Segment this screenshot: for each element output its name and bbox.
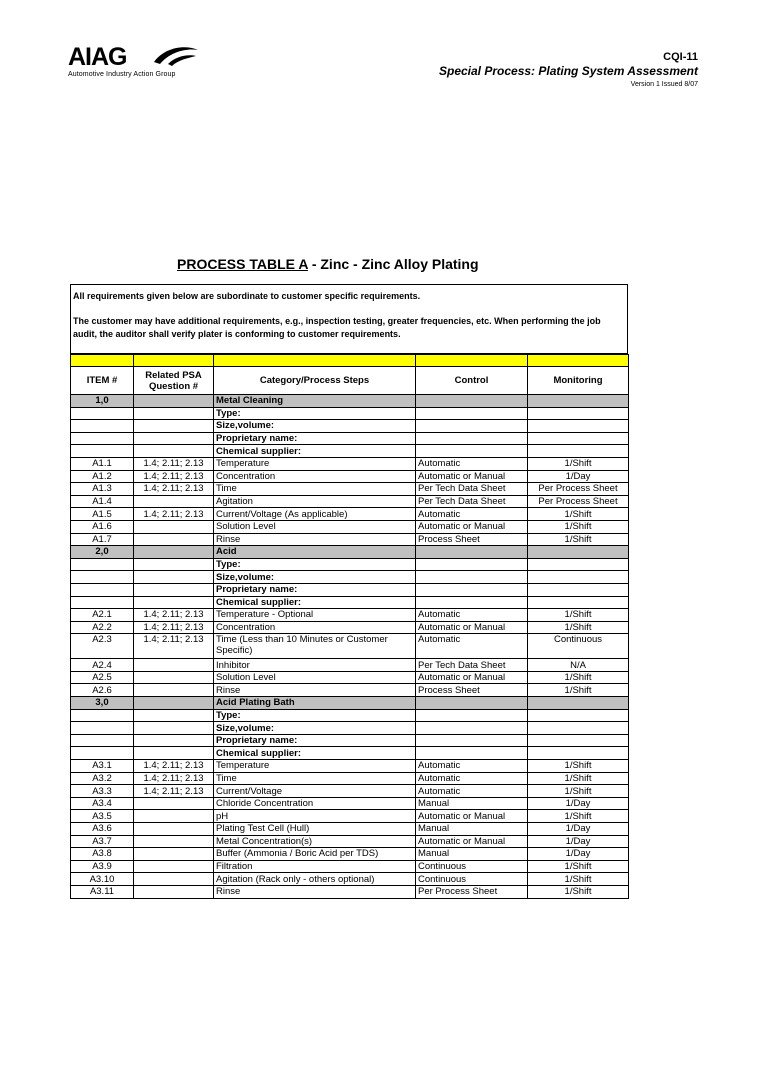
cell-control: Automatic or Manual bbox=[416, 671, 528, 684]
process-table-title bbox=[177, 256, 479, 272]
cell-item: A3.1 bbox=[71, 760, 134, 773]
cell-item: A2.5 bbox=[71, 671, 134, 684]
logo-swoosh-icon bbox=[154, 44, 198, 70]
cell-psa bbox=[134, 860, 214, 873]
yellow-band-row bbox=[71, 355, 629, 367]
cell-item: A3.3 bbox=[71, 785, 134, 798]
column-header-row bbox=[71, 367, 629, 395]
logo-wordmark: AIAG bbox=[68, 43, 127, 71]
cell-monitoring: 1/Shift bbox=[528, 785, 629, 798]
cell-category: Temperature - Optional bbox=[214, 609, 416, 622]
cell-category: Rinse bbox=[214, 533, 416, 546]
cell-monitoring: 1/Shift bbox=[528, 671, 629, 684]
cell-item bbox=[71, 722, 134, 735]
cell-psa: 1.4; 2.11; 2.13 bbox=[134, 483, 214, 496]
cell-category: Type: bbox=[214, 709, 416, 722]
cell-psa bbox=[134, 659, 214, 672]
cell-control bbox=[416, 407, 528, 420]
cell-monitoring: 1/Shift bbox=[528, 810, 629, 823]
cell-psa bbox=[134, 684, 214, 697]
cell-psa: 1.4; 2.11; 2.13 bbox=[134, 621, 214, 634]
table-row bbox=[71, 772, 629, 785]
cell-item bbox=[71, 596, 134, 609]
cell-monitoring: 1/Shift bbox=[528, 508, 629, 521]
cell-control bbox=[416, 395, 528, 408]
cell-control bbox=[416, 583, 528, 596]
cell-psa bbox=[134, 432, 214, 445]
cell-monitoring: 1/Day bbox=[528, 823, 629, 836]
cell-psa bbox=[134, 823, 214, 836]
doc-id: CQI-11 bbox=[663, 51, 698, 63]
cell-psa bbox=[134, 885, 214, 898]
cell-psa bbox=[134, 558, 214, 571]
cell-category: Agitation bbox=[214, 495, 416, 508]
cell-control bbox=[416, 709, 528, 722]
cell-control bbox=[416, 697, 528, 710]
cell-monitoring: 1/Shift bbox=[528, 621, 629, 634]
cell-psa bbox=[134, 407, 214, 420]
cell-monitoring: 1/Shift bbox=[528, 609, 629, 622]
col-control: Control bbox=[416, 367, 528, 395]
cell-category: Solution Level bbox=[214, 520, 416, 533]
cell-monitoring bbox=[528, 546, 629, 559]
cell-psa bbox=[134, 571, 214, 584]
table-row bbox=[71, 848, 629, 861]
doc-title: Special Process: Plating System Assessment bbox=[438, 64, 698, 78]
table-row bbox=[71, 483, 629, 496]
cell-control: Automatic bbox=[416, 508, 528, 521]
cell-item: A3.11 bbox=[71, 885, 134, 898]
cell-category: Type: bbox=[214, 558, 416, 571]
cell-control: Automatic or Manual bbox=[416, 470, 528, 483]
cell-item: A2.1 bbox=[71, 609, 134, 622]
cell-control bbox=[416, 546, 528, 559]
cell-item: A2.6 bbox=[71, 684, 134, 697]
cell-monitoring: 1/Shift bbox=[528, 520, 629, 533]
cell-item bbox=[71, 571, 134, 584]
cell-monitoring bbox=[528, 596, 629, 609]
table-row bbox=[71, 722, 629, 735]
cell-control: Automatic or Manual bbox=[416, 835, 528, 848]
cell-control: Automatic bbox=[416, 457, 528, 470]
cell-control: Manual bbox=[416, 797, 528, 810]
cell-monitoring bbox=[528, 571, 629, 584]
cell-category: Temperature bbox=[214, 457, 416, 470]
cell-psa bbox=[134, 697, 214, 710]
cell-control: Automatic bbox=[416, 609, 528, 622]
table-row bbox=[71, 747, 629, 760]
cell-category: Temperature bbox=[214, 760, 416, 773]
cell-item: 1,0 bbox=[71, 395, 134, 408]
cell-control: Automatic or Manual bbox=[416, 520, 528, 533]
table-row bbox=[71, 659, 629, 672]
cell-category: Acid Plating Bath bbox=[214, 697, 416, 710]
cell-item bbox=[71, 734, 134, 747]
table-row bbox=[71, 420, 629, 433]
table-row bbox=[71, 684, 629, 697]
cell-category: Size,volume: bbox=[214, 722, 416, 735]
cell-monitoring bbox=[528, 395, 629, 408]
cell-category: Time (Less than 10 Minutes or Customer Specific) bbox=[214, 634, 416, 659]
cell-control bbox=[416, 596, 528, 609]
cell-monitoring bbox=[528, 697, 629, 710]
cell-category: Chemical supplier: bbox=[214, 445, 416, 458]
col-item: ITEM # bbox=[71, 367, 134, 395]
cell-monitoring: 1/Shift bbox=[528, 760, 629, 773]
cell-category: Type: bbox=[214, 407, 416, 420]
cell-item: A3.9 bbox=[71, 860, 134, 873]
cell-category: Acid bbox=[214, 546, 416, 559]
cell-psa bbox=[134, 873, 214, 886]
table-row bbox=[71, 571, 629, 584]
cell-psa bbox=[134, 797, 214, 810]
table-row bbox=[71, 558, 629, 571]
cell-item: A3.5 bbox=[71, 810, 134, 823]
cell-category: Chloride Concentration bbox=[214, 797, 416, 810]
cell-item bbox=[71, 747, 134, 760]
cell-control: Automatic or Manual bbox=[416, 621, 528, 634]
cell-control bbox=[416, 734, 528, 747]
table-row bbox=[71, 785, 629, 798]
cell-item: A1.5 bbox=[71, 508, 134, 521]
cell-category: Inhibitor bbox=[214, 659, 416, 672]
cell-monitoring: 1/Shift bbox=[528, 860, 629, 873]
cell-category: Proprietary name: bbox=[214, 734, 416, 747]
table-row bbox=[71, 533, 629, 546]
cell-category: Size,volume: bbox=[214, 420, 416, 433]
table-row bbox=[71, 797, 629, 810]
cell-psa bbox=[134, 533, 214, 546]
table-row bbox=[71, 734, 629, 747]
cell-psa bbox=[134, 395, 214, 408]
aiag-logo bbox=[68, 44, 198, 84]
table-row bbox=[71, 810, 629, 823]
cell-psa: 1.4; 2.11; 2.13 bbox=[134, 760, 214, 773]
requirements-box bbox=[70, 284, 628, 354]
table-row bbox=[71, 583, 629, 596]
table-row bbox=[71, 495, 629, 508]
table-row bbox=[71, 671, 629, 684]
table-row bbox=[71, 432, 629, 445]
cell-monitoring bbox=[528, 407, 629, 420]
table-row bbox=[71, 873, 629, 886]
cell-monitoring: 1/Shift bbox=[528, 772, 629, 785]
cell-psa bbox=[134, 671, 214, 684]
cell-category: Filtration bbox=[214, 860, 416, 873]
cell-monitoring: 1/Day bbox=[528, 470, 629, 483]
cell-control bbox=[416, 420, 528, 433]
table-row bbox=[71, 760, 629, 773]
table-row bbox=[71, 634, 629, 659]
table-row bbox=[71, 609, 629, 622]
cell-category: Agitation (Rack only - others optional) bbox=[214, 873, 416, 886]
cell-control: Per Tech Data Sheet bbox=[416, 483, 528, 496]
cell-control bbox=[416, 445, 528, 458]
cell-control bbox=[416, 571, 528, 584]
cell-category: Rinse bbox=[214, 684, 416, 697]
cell-item: A3.8 bbox=[71, 848, 134, 861]
cell-category: Size,volume: bbox=[214, 571, 416, 584]
col-monitoring: Monitoring bbox=[528, 367, 629, 395]
cell-psa: 1.4; 2.11; 2.13 bbox=[134, 508, 214, 521]
table-row bbox=[71, 709, 629, 722]
cell-monitoring: Continuous bbox=[528, 634, 629, 659]
cell-category: Concentration bbox=[214, 470, 416, 483]
cell-category: pH bbox=[214, 810, 416, 823]
cell-item: A1.7 bbox=[71, 533, 134, 546]
table-row bbox=[71, 860, 629, 873]
cell-control: Automatic bbox=[416, 760, 528, 773]
cell-monitoring: 1/Day bbox=[528, 797, 629, 810]
table-row bbox=[71, 885, 629, 898]
cell-control: Per Process Sheet bbox=[416, 885, 528, 898]
cell-item: A3.7 bbox=[71, 835, 134, 848]
doc-version: Version 1 Issued 8/07 bbox=[630, 81, 698, 88]
cell-psa bbox=[134, 848, 214, 861]
cell-monitoring bbox=[528, 558, 629, 571]
cell-monitoring bbox=[528, 420, 629, 433]
cell-psa bbox=[134, 546, 214, 559]
cell-monitoring: 1/Shift bbox=[528, 873, 629, 886]
cell-category: Current/Voltage (As applicable) bbox=[214, 508, 416, 521]
cell-psa bbox=[134, 747, 214, 760]
title-rest: - Zinc - Zinc Alloy Plating bbox=[307, 256, 479, 272]
cell-monitoring: 1/Shift bbox=[528, 533, 629, 546]
cell-control: Manual bbox=[416, 848, 528, 861]
cell-control: Continuous bbox=[416, 860, 528, 873]
cell-monitoring: 1/Day bbox=[528, 835, 629, 848]
cell-psa bbox=[134, 420, 214, 433]
table-row bbox=[71, 835, 629, 848]
cell-psa: 1.4; 2.11; 2.13 bbox=[134, 772, 214, 785]
cell-monitoring: 1/Shift bbox=[528, 684, 629, 697]
cell-category: Proprietary name: bbox=[214, 583, 416, 596]
table-row bbox=[71, 823, 629, 836]
cell-psa: 1.4; 2.11; 2.13 bbox=[134, 609, 214, 622]
table-row bbox=[71, 407, 629, 420]
cell-item bbox=[71, 583, 134, 596]
cell-item: A1.4 bbox=[71, 495, 134, 508]
cell-item: A3.4 bbox=[71, 797, 134, 810]
cell-monitoring bbox=[528, 747, 629, 760]
cell-category: Time bbox=[214, 483, 416, 496]
cell-item: A2.3 bbox=[71, 634, 134, 659]
cell-control bbox=[416, 432, 528, 445]
logo-subtitle: Automotive Industry Action Group bbox=[68, 71, 176, 78]
requirement-line-1: All requirements given below are subordinate to customer specific requirements. bbox=[73, 291, 421, 301]
cell-monitoring: Per Process Sheet bbox=[528, 495, 629, 508]
col-category: Category/Process Steps bbox=[214, 367, 416, 395]
cell-item bbox=[71, 432, 134, 445]
cell-monitoring: Per Process Sheet bbox=[528, 483, 629, 496]
cell-psa bbox=[134, 835, 214, 848]
cell-control: Automatic bbox=[416, 772, 528, 785]
cell-monitoring bbox=[528, 709, 629, 722]
cell-psa bbox=[134, 596, 214, 609]
cell-category: Buffer (Ammonia / Boric Acid per TDS) bbox=[214, 848, 416, 861]
table-row bbox=[71, 621, 629, 634]
cell-monitoring: 1/Day bbox=[528, 848, 629, 861]
cell-item bbox=[71, 420, 134, 433]
cell-control: Continuous bbox=[416, 873, 528, 886]
table-row bbox=[71, 596, 629, 609]
cell-control: Per Tech Data Sheet bbox=[416, 659, 528, 672]
cell-psa bbox=[134, 722, 214, 735]
title-prefix: PROCESS TABLE A bbox=[177, 256, 308, 272]
table-row bbox=[71, 470, 629, 483]
cell-category: Plating Test Cell (Hull) bbox=[214, 823, 416, 836]
cell-control bbox=[416, 558, 528, 571]
cell-psa: 1.4; 2.11; 2.13 bbox=[134, 470, 214, 483]
cell-item: A1.6 bbox=[71, 520, 134, 533]
cell-control: Process Sheet bbox=[416, 684, 528, 697]
cell-psa bbox=[134, 520, 214, 533]
table-row bbox=[71, 445, 629, 458]
cell-psa bbox=[134, 445, 214, 458]
section-row bbox=[71, 395, 629, 408]
cell-category: Rinse bbox=[214, 885, 416, 898]
cell-psa: 1.4; 2.11; 2.13 bbox=[134, 457, 214, 470]
document-header bbox=[439, 50, 698, 91]
cell-psa: 1.4; 2.11; 2.13 bbox=[134, 634, 214, 659]
table-row bbox=[71, 520, 629, 533]
cell-monitoring bbox=[528, 432, 629, 445]
cell-category: Metal Cleaning bbox=[214, 395, 416, 408]
cell-monitoring: 1/Shift bbox=[528, 457, 629, 470]
cell-category: Chemical supplier: bbox=[214, 596, 416, 609]
cell-item: A1.2 bbox=[71, 470, 134, 483]
cell-category: Current/Voltage bbox=[214, 785, 416, 798]
cell-psa bbox=[134, 583, 214, 596]
cell-item: A3.6 bbox=[71, 823, 134, 836]
cell-monitoring bbox=[528, 445, 629, 458]
cell-psa: 1.4; 2.11; 2.13 bbox=[134, 785, 214, 798]
cell-item: A3.10 bbox=[71, 873, 134, 886]
cell-monitoring bbox=[528, 583, 629, 596]
cell-monitoring bbox=[528, 722, 629, 735]
cell-item bbox=[71, 445, 134, 458]
cell-control: Automatic or Manual bbox=[416, 810, 528, 823]
cell-monitoring: 1/Shift bbox=[528, 885, 629, 898]
section-row bbox=[71, 697, 629, 710]
table-row bbox=[71, 457, 629, 470]
cell-control: Process Sheet bbox=[416, 533, 528, 546]
cell-category: Metal Concentration(s) bbox=[214, 835, 416, 848]
cell-category: Proprietary name: bbox=[214, 432, 416, 445]
cell-item: 3,0 bbox=[71, 697, 134, 710]
cell-control bbox=[416, 722, 528, 735]
cell-monitoring: N/A bbox=[528, 659, 629, 672]
cell-item: A1.1 bbox=[71, 457, 134, 470]
cell-item: A2.4 bbox=[71, 659, 134, 672]
cell-item bbox=[71, 407, 134, 420]
cell-psa bbox=[134, 810, 214, 823]
cell-control: Automatic bbox=[416, 634, 528, 659]
cell-item: A3.2 bbox=[71, 772, 134, 785]
cell-category: Time bbox=[214, 772, 416, 785]
requirement-line-2: The customer may have additional requirements, e.g., inspection testing, greater frequencies, etc. When performing the job audit, the auditor shall verify plater is conforming to customer requirements. bbox=[73, 316, 601, 339]
cell-item bbox=[71, 558, 134, 571]
cell-category: Solution Level bbox=[214, 671, 416, 684]
col-psa: Related PSA Question # bbox=[134, 367, 214, 395]
cell-item bbox=[71, 709, 134, 722]
cell-control bbox=[416, 747, 528, 760]
cell-psa bbox=[134, 709, 214, 722]
process-table bbox=[70, 354, 629, 899]
cell-control: Automatic bbox=[416, 785, 528, 798]
cell-control: Per Tech Data Sheet bbox=[416, 495, 528, 508]
cell-category: Chemical supplier: bbox=[214, 747, 416, 760]
cell-item: A2.2 bbox=[71, 621, 134, 634]
cell-psa bbox=[134, 495, 214, 508]
table-row bbox=[71, 508, 629, 521]
section-row bbox=[71, 546, 629, 559]
cell-item: A1.3 bbox=[71, 483, 134, 496]
cell-category: Concentration bbox=[214, 621, 416, 634]
cell-monitoring bbox=[528, 734, 629, 747]
cell-psa bbox=[134, 734, 214, 747]
cell-item: 2,0 bbox=[71, 546, 134, 559]
cell-control: Manual bbox=[416, 823, 528, 836]
